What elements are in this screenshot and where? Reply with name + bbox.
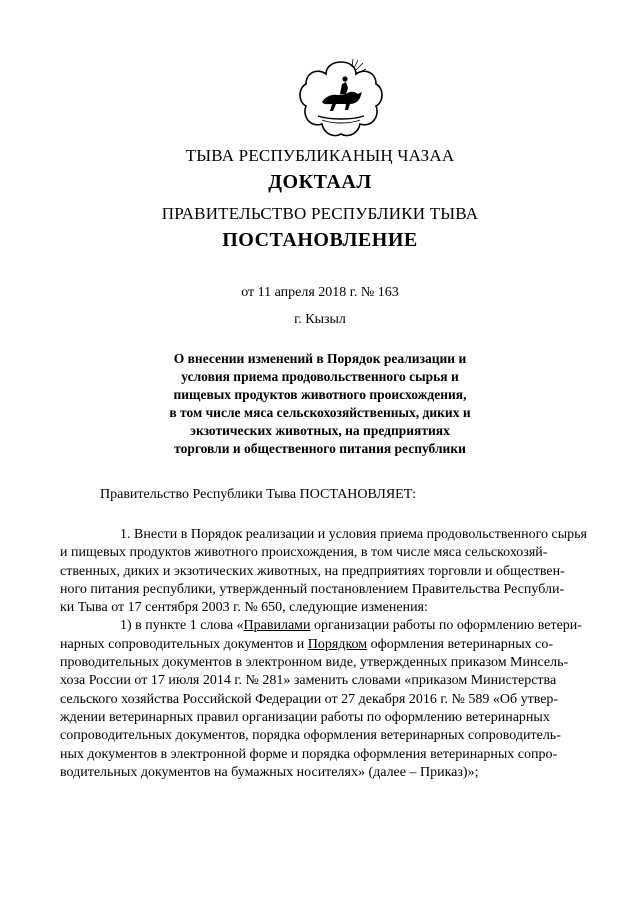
decree-body bbox=[60, 526, 630, 782]
decree-city: г. Кызыл bbox=[294, 312, 346, 327]
rules-link[interactable]: Правилами bbox=[243, 618, 311, 634]
title-line: в том числе мяса сельскохозяйственных, диких и bbox=[169, 405, 471, 420]
preamble: Правительство Республики Тыва ПОСТАНОВЛЯЕТ: bbox=[100, 487, 417, 502]
item-line: сопроводительных документов, порядка оформления ветеринарных сопроводитель- bbox=[60, 728, 561, 744]
item-line: ных документов в электронной форме и порядка оформления ветеринарных сопро- bbox=[60, 746, 558, 762]
item-line: проводительных документов в электронном виде, утвержденных приказом Минсель- bbox=[60, 655, 569, 671]
item-line: ждении ветеринарных правил организации работы по оформлению ветеринарных bbox=[60, 709, 550, 725]
title-line: О внесении изменений в Порядок реализации и bbox=[173, 351, 467, 366]
header-tyvan-government: ТЫВА РЕСПУБЛИКАНЫҢ ЧАЗАА bbox=[185, 146, 455, 165]
paragraph-line: 1. Внести в Порядок реализации и условия приема продовольственного сырья bbox=[120, 527, 587, 542]
item-text: оформления ветеринарных со- bbox=[367, 636, 554, 652]
item-line: сельского хозяйства Российской Федерации от 27 декабря 2016 г. № 589 «Об утвер- bbox=[60, 691, 559, 707]
decree-date-number: от 11 апреля 2018 г. № 163 bbox=[241, 285, 399, 300]
header-russian-doc-type: ПОСТАНОВЛЕНИЕ bbox=[222, 229, 418, 251]
title-line: торговли и общественного питания республики bbox=[174, 441, 466, 456]
header-russian-government: ПРАВИТЕЛЬСТВО РЕСПУБЛИКИ ТЫВА bbox=[161, 204, 479, 223]
paragraph-line: ки Тыва от 17 сентября 2003 г. № 650, следующие изменения: bbox=[60, 600, 428, 616]
coat-of-arms-emblem bbox=[296, 58, 386, 142]
item-line bbox=[60, 636, 630, 654]
paragraph-line: и пищевых продуктов животного происхождения, в том числе мяса сельскохозяй- bbox=[60, 545, 548, 561]
item-text: организации работы по оформлению ветери- bbox=[310, 618, 582, 634]
title-line: пищевых продуктов животного происхождения, bbox=[173, 387, 467, 402]
paragraph-line: ственных, диких и экзотических животных, на предприятиях торговли и обществен- bbox=[60, 563, 565, 579]
title-line: условия приема продовольственного сырья и bbox=[181, 369, 459, 384]
title-line: экзотических животных, на предприятиях bbox=[190, 423, 450, 438]
procedure-link[interactable]: Порядком bbox=[307, 636, 368, 652]
item-text: нарных сопроводительных документов и bbox=[60, 636, 308, 652]
item-line bbox=[60, 617, 630, 635]
decree-title bbox=[0, 350, 640, 458]
header-tyvan-doc-type: ДОКТААЛ bbox=[268, 171, 372, 193]
item-line: хоза России от 17 июля 2014 г. № 281» заменить словами «приказом Министерства bbox=[60, 673, 557, 689]
item-text: 1) в пункте 1 слова « bbox=[120, 618, 244, 634]
paragraph-line: ного питания республики, утвержденный постановлением Правительства Республи- bbox=[60, 581, 565, 597]
item-line: водительных документов на бумажных носителях» (далее – Приказ)»; bbox=[60, 764, 479, 780]
